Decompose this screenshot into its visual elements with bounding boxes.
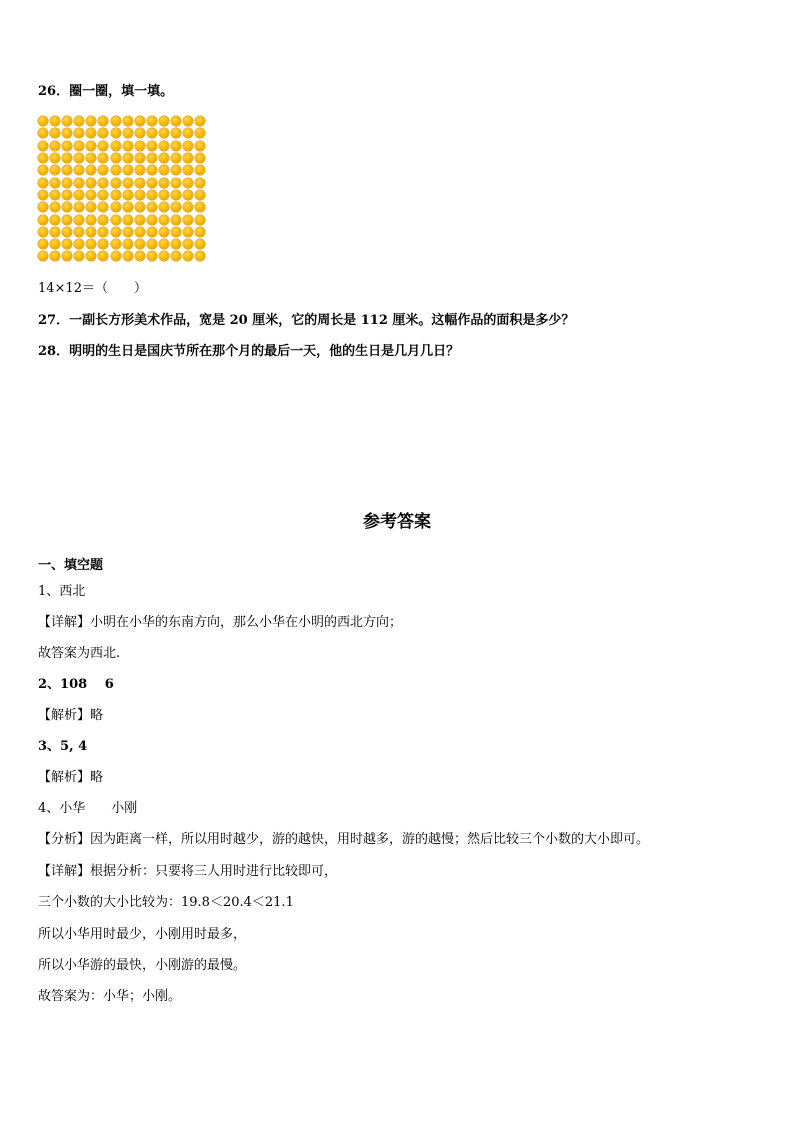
dot: [50, 215, 60, 225]
dot: [135, 128, 145, 138]
dot: [62, 251, 72, 261]
dot: [147, 239, 157, 249]
dot: [62, 153, 72, 163]
dot: [147, 202, 157, 212]
dot: [50, 190, 60, 200]
dot: [195, 251, 205, 261]
dot: [135, 202, 145, 212]
dot: [159, 128, 169, 138]
dot: [147, 215, 157, 225]
dot: [159, 190, 169, 200]
dot: [183, 202, 193, 212]
dot: [111, 190, 121, 200]
dot: [62, 141, 72, 151]
dot-row: [38, 140, 214, 152]
dot: [86, 239, 96, 249]
dot: [38, 153, 48, 163]
dot: [38, 141, 48, 151]
dot: [183, 153, 193, 163]
dot: [74, 178, 84, 188]
dot: [111, 239, 121, 249]
dot: [135, 239, 145, 249]
question-27: 27．一副长方形美术作品，宽是 20 厘米，它的周长是 112 厘米。这幅作品的面积是多少？: [38, 313, 575, 328]
dot: [38, 190, 48, 200]
dot: [98, 251, 108, 261]
question-26-formula: 14×12＝（ ）: [38, 281, 147, 296]
dot: [74, 128, 84, 138]
dot: [135, 190, 145, 200]
dot: [98, 190, 108, 200]
dot: [86, 202, 96, 212]
dot: [74, 239, 84, 249]
answer-line: 【解析】略: [38, 708, 104, 723]
dot: [86, 227, 96, 237]
dot: [86, 116, 96, 126]
dot: [183, 116, 193, 126]
dot: [50, 178, 60, 188]
dot: [50, 227, 60, 237]
dot: [86, 141, 96, 151]
dot: [159, 116, 169, 126]
dot: [135, 141, 145, 151]
dot: [38, 239, 48, 249]
dot: [50, 165, 60, 175]
dot: [123, 116, 133, 126]
dot: [195, 239, 205, 249]
dot: [38, 178, 48, 188]
dot: [38, 215, 48, 225]
dot: [135, 215, 145, 225]
dot: [123, 141, 133, 151]
answer-line: 所以小华用时最少，小刚用时最多，: [38, 927, 247, 942]
dot-row: [38, 201, 214, 213]
dot: [147, 141, 157, 151]
dot-row: [38, 238, 214, 250]
dot: [98, 202, 108, 212]
dot: [183, 227, 193, 237]
dot: [111, 116, 121, 126]
dot: [183, 239, 193, 249]
dot: [135, 116, 145, 126]
dot: [147, 153, 157, 163]
dot: [111, 153, 121, 163]
dot: [74, 227, 84, 237]
dot: [62, 178, 72, 188]
dot: [183, 165, 193, 175]
dot: [38, 227, 48, 237]
dot-row: [38, 213, 214, 225]
dot: [98, 178, 108, 188]
dot: [86, 190, 96, 200]
dot: [159, 251, 169, 261]
answer-line: 2、108 6: [38, 677, 114, 692]
dot: [123, 239, 133, 249]
dot: [183, 190, 193, 200]
answer-line: 所以小华游的最快，小刚游的最慢。: [38, 958, 247, 973]
dot: [171, 153, 181, 163]
dot: [147, 128, 157, 138]
dot: [111, 128, 121, 138]
dot: [38, 116, 48, 126]
dot: [159, 178, 169, 188]
dot: [147, 190, 157, 200]
answer-line: 故答案为：小华；小刚。: [38, 989, 182, 1004]
dot: [159, 215, 169, 225]
dot: [98, 215, 108, 225]
dot-row: [38, 250, 214, 262]
dot: [38, 251, 48, 261]
dot: [111, 227, 121, 237]
dot: [38, 165, 48, 175]
dot: [111, 215, 121, 225]
dot-row: [38, 176, 214, 188]
dot: [147, 116, 157, 126]
dot: [171, 190, 181, 200]
dot: [159, 153, 169, 163]
dot-row: [38, 127, 214, 139]
dot: [111, 202, 121, 212]
dot-row: [38, 115, 214, 127]
dot: [195, 153, 205, 163]
dot: [50, 128, 60, 138]
dot: [62, 215, 72, 225]
dot: [159, 141, 169, 151]
dot: [111, 251, 121, 261]
dot: [183, 141, 193, 151]
answer-line: 【解析】略: [38, 770, 104, 785]
dot: [159, 239, 169, 249]
dot: [74, 116, 84, 126]
dot: [171, 239, 181, 249]
dot: [123, 215, 133, 225]
dot: [147, 227, 157, 237]
dot: [135, 251, 145, 261]
dot-row: [38, 189, 214, 201]
dot-row: [38, 226, 214, 238]
dot: [159, 202, 169, 212]
answer-line: 【详解】小明在小华的东南方向，那么小华在小明的西北方向；: [38, 615, 403, 630]
dot: [98, 239, 108, 249]
dot: [74, 215, 84, 225]
dot: [98, 153, 108, 163]
dot: [74, 202, 84, 212]
dot: [62, 202, 72, 212]
dot: [62, 227, 72, 237]
dot: [123, 128, 133, 138]
dot: [62, 128, 72, 138]
dot: [50, 251, 60, 261]
dot: [123, 227, 133, 237]
dot: [74, 190, 84, 200]
dot: [135, 227, 145, 237]
dot: [123, 190, 133, 200]
dot: [86, 153, 96, 163]
dot: [195, 141, 205, 151]
dot: [50, 202, 60, 212]
dot: [183, 128, 193, 138]
dot: [86, 165, 96, 175]
answer-line: 3、5, 4: [38, 739, 88, 754]
dot: [195, 116, 205, 126]
dot: [195, 202, 205, 212]
dot: [62, 165, 72, 175]
dot: [135, 178, 145, 188]
dot: [195, 190, 205, 200]
answer-line: 1、西北: [38, 584, 86, 599]
dot: [183, 178, 193, 188]
dot: [171, 165, 181, 175]
dot: [98, 128, 108, 138]
dot: [195, 178, 205, 188]
dot: [135, 165, 145, 175]
dot-row: [38, 152, 214, 164]
dot: [195, 215, 205, 225]
dot: [86, 215, 96, 225]
dot: [50, 141, 60, 151]
dot: [50, 153, 60, 163]
dot: [86, 128, 96, 138]
dot: [195, 227, 205, 237]
dot: [123, 153, 133, 163]
dot: [74, 153, 84, 163]
dot: [171, 202, 181, 212]
dot: [111, 178, 121, 188]
dot: [50, 239, 60, 249]
dot: [171, 251, 181, 261]
dot: [195, 128, 205, 138]
dot: [147, 178, 157, 188]
dot: [62, 116, 72, 126]
dot: [74, 251, 84, 261]
dot: [111, 141, 121, 151]
dot: [171, 116, 181, 126]
dot: [159, 165, 169, 175]
dot: [74, 165, 84, 175]
dot: [171, 227, 181, 237]
dot: [111, 165, 121, 175]
dot: [62, 190, 72, 200]
dot: [62, 239, 72, 249]
dot-grid-illustration: [38, 115, 214, 263]
dot: [86, 251, 96, 261]
answer-line: 【详解】根据分析：只要将三人用时进行比较即可，: [38, 864, 338, 879]
dot: [123, 251, 133, 261]
answer-line: 故答案为西北.: [38, 646, 121, 661]
dot: [50, 116, 60, 126]
question-26: 26．圈一圈，填一填。: [38, 84, 174, 99]
dot: [159, 227, 169, 237]
dot: [123, 202, 133, 212]
dot: [98, 227, 108, 237]
answer-line: 三个小数的大小比较为：19.8＜20.4＜21.1: [38, 895, 294, 910]
dot: [171, 215, 181, 225]
answer-line: 4、小华 小刚: [38, 801, 138, 816]
dot: [183, 251, 193, 261]
dot: [147, 251, 157, 261]
dot: [98, 165, 108, 175]
dot: [183, 215, 193, 225]
dot: [38, 202, 48, 212]
dot: [98, 116, 108, 126]
dot: [147, 165, 157, 175]
dot: [74, 141, 84, 151]
dot: [123, 165, 133, 175]
dot-row: [38, 164, 214, 176]
dot: [123, 178, 133, 188]
dot: [86, 178, 96, 188]
question-28: 28．明明的生日是国庆节所在那个月的最后一天，他的生日是几月几日？: [38, 344, 460, 359]
dot: [38, 128, 48, 138]
dot: [171, 141, 181, 151]
answers-section-heading: 一、填空题: [38, 558, 104, 573]
answer-line: 【分析】因为距离一样，所以用时越少，游的越快，用时越多，游的越慢；然后比较三个小数的大小即可。: [38, 832, 650, 847]
dot: [98, 141, 108, 151]
dot: [195, 165, 205, 175]
dot: [171, 178, 181, 188]
answers-title: 参考答案: [363, 512, 431, 532]
dot: [171, 128, 181, 138]
dot: [135, 153, 145, 163]
